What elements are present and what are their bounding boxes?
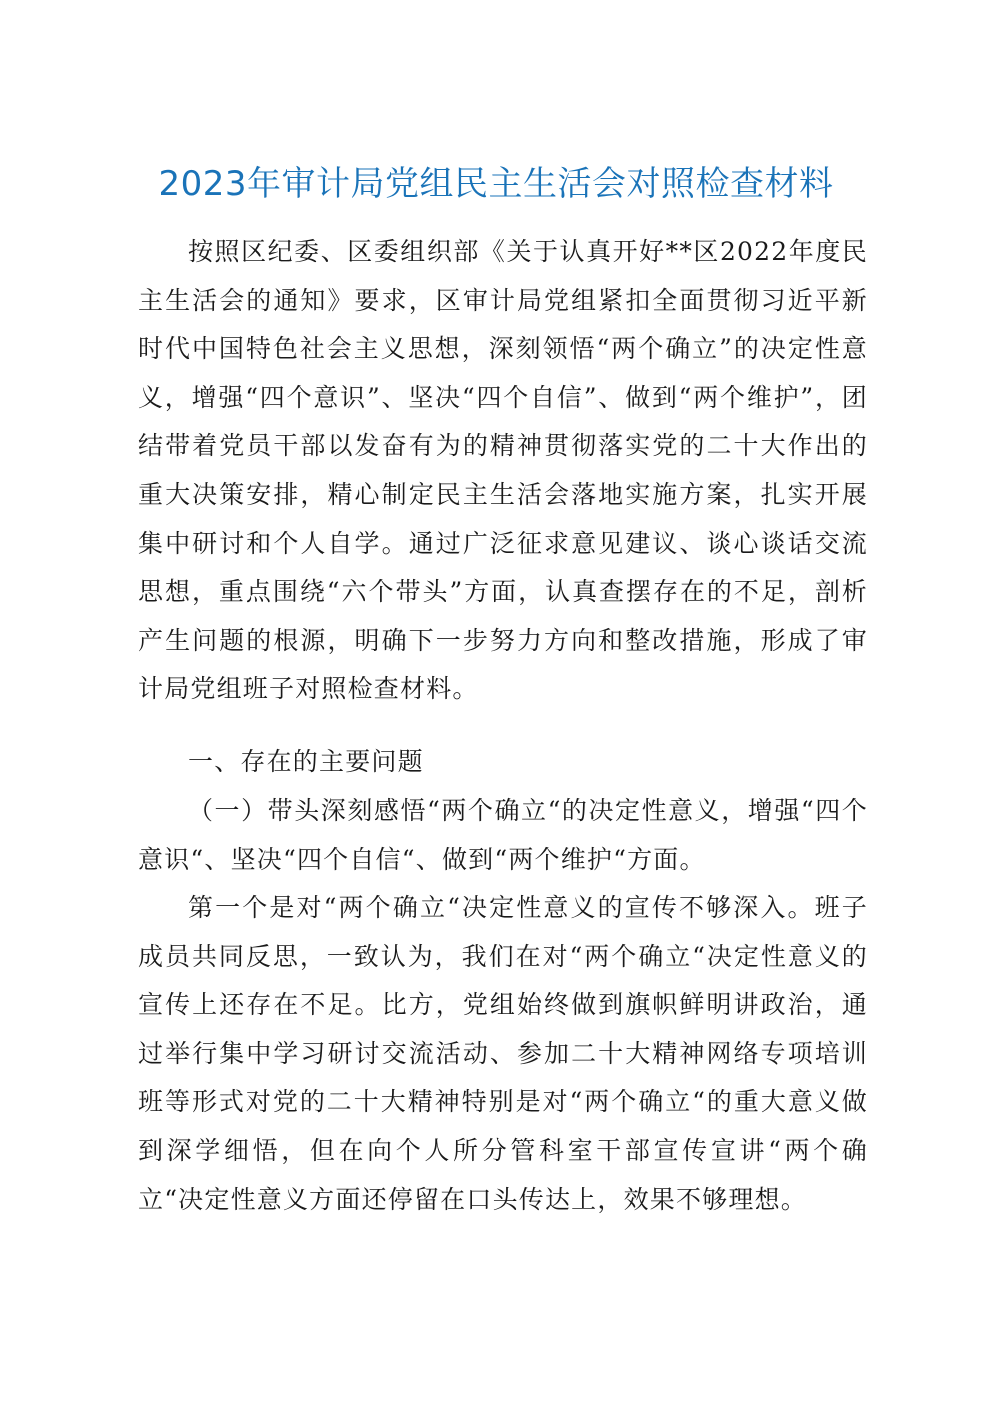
- intro-paragraph: 按照区纪委、区委组织部《关于认真开好**区2022年度民主生活会的通知》要求，区审计局党组紧扣全面贯彻习近平新时代中国特色社会主义思想，深刻领悟“两个确立”的决定性意义，增强“四个意识”、坚决“四个自信”、做到“两个维护”，团结带着党员干部以发奋有为的精神贯彻落实党的二十大作出的重大决策安排，精心制定民主生活会落地实施方案，扎实开展集中研讨和个人自学。通过广泛征求意见建议、谈心谈话交流思想，重点围绕“六个带头”方面，认真查摆存在的不足，剖析产生问题的根源，明确下一步努力方向和整改措施，形成了审计局党组班子对照检查材料。: [138, 237, 868, 704]
- section-heading: 一、存在的主要问题: [188, 747, 424, 776]
- point-paragraph: 第一个是对“两个确立“决定性意义的宣传不够深入。班子成员共同反思，一致认为，我们在对“两个确立“决定性意义的宣传上还存在不足。比方，党组始终做到旗帜鲜明讲政治，通过举行集中学习研讨交流活动、参加二十大精神网络专项培训班等形式对党的二十大精神特别是对“两个确立“的重大意义做到深学细悟，但在向个人所分管科室干部宣传宣讲“两个确立“决定性意义方面还停留在口头传达上，效果不够理想。: [138, 893, 868, 1214]
- subsection-heading: （一）带头深刻感悟“两个确立“的决定性意义，增强“四个意识“、坚决“四个自信“、做到“两个维护“方面。: [138, 796, 868, 874]
- document-title: 2023年审计局党组民主生活会对照检查材料: [158, 164, 834, 204]
